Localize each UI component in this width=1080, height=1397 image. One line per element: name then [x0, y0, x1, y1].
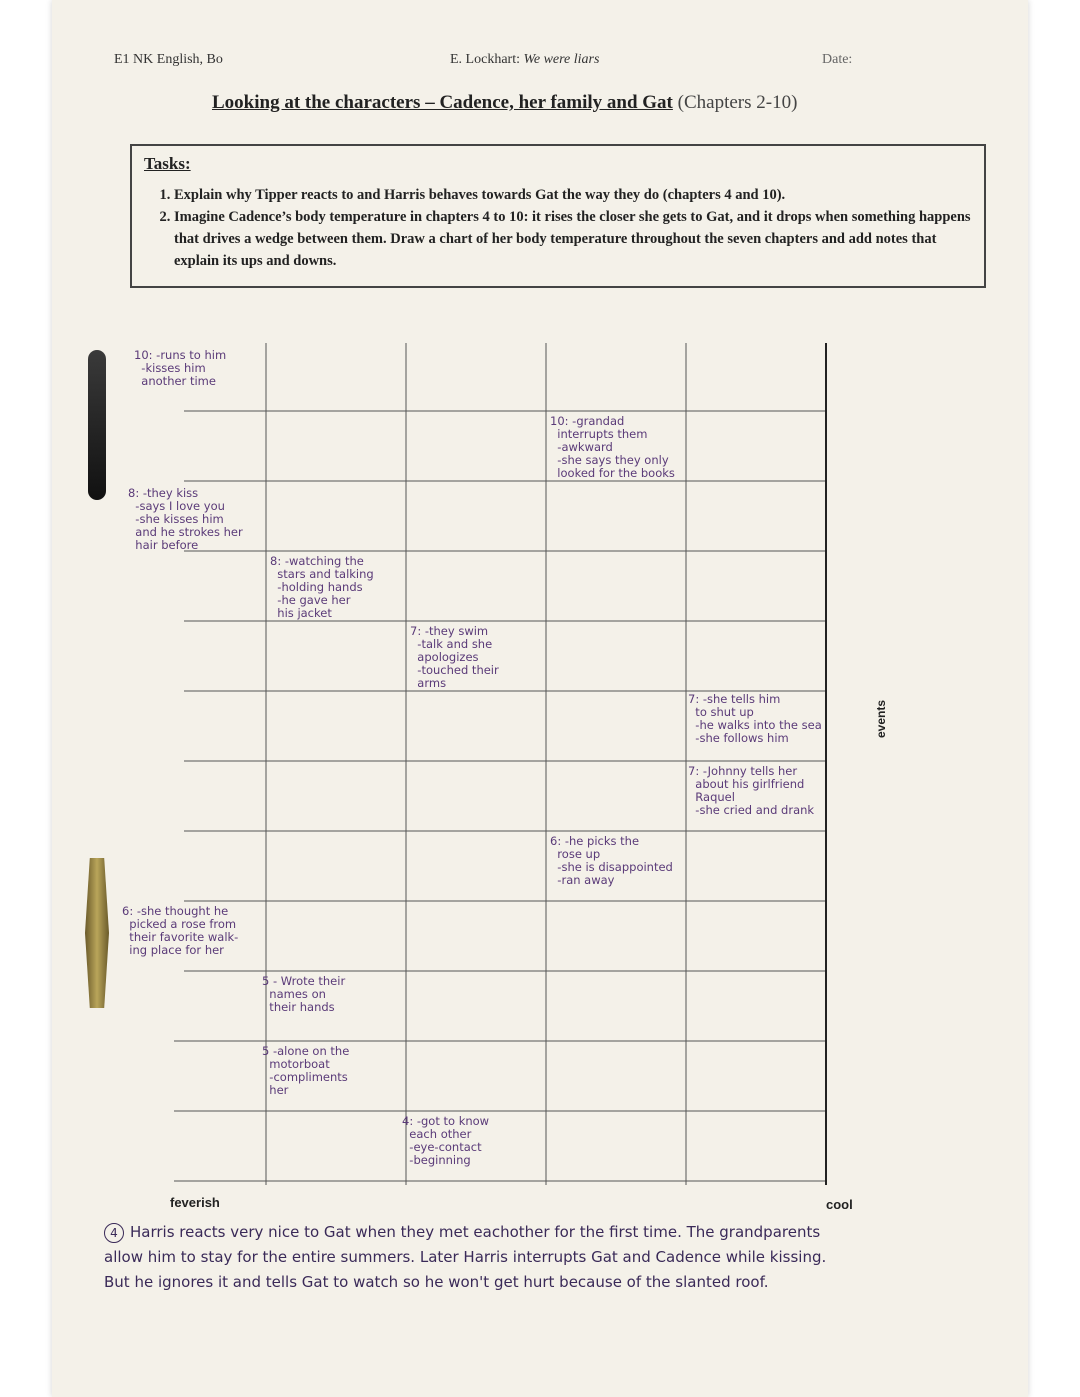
- chart-note: 10: -runs to him -kisses him another time: [134, 348, 227, 388]
- chart-note: 10: -grandad interrupts them -awkward -she says they only looked for the books: [550, 414, 675, 480]
- chart-note: 7: -she tells him to shut up -he walks into the sea -she follows him: [688, 692, 822, 745]
- temperature-chart: [114, 343, 888, 1185]
- tasks-list: [144, 184, 972, 272]
- axis-label-events: events: [874, 699, 888, 738]
- handwritten-answer: [104, 1220, 844, 1295]
- answer-number: 4: [104, 1223, 124, 1243]
- answer-text: Harris reacts very nice to Gat when they met eachother for the first time. The grandparents allow him to stay for the entire summers. Later Harris interrupts Gat and Cadence while kissing. But he ignores it and tells Gat to watch so he won't get hurt because of the slanted roof.: [104, 1223, 827, 1291]
- chart-note: 7: -they swim -talk and she apologizes -touched their arms: [410, 624, 499, 690]
- axis-label-feverish: feverish: [170, 1195, 220, 1210]
- chart-note: 8: -watching the stars and talking -holding hands -he gave her his jacket: [270, 554, 374, 620]
- worksheet-page: [52, 0, 1028, 1397]
- page-title-main: Looking at the characters – Cadence, her family and Gat: [212, 92, 673, 113]
- header-class: E1 NK English, Bo: [114, 52, 223, 67]
- tasks-box: [130, 144, 986, 288]
- task-item: 2. Imagine Cadence’s body temperature in chapters 4 to 10: it rises the closer she gets to Gat, and it drops when something happens that drives a wedge between them. Draw a chart of her body temperature throughout the seven chapters and add notes that explain its ups and downs.: [174, 206, 972, 272]
- header-book: [450, 52, 599, 68]
- binder-hole: [88, 350, 106, 500]
- chart-note: 4: -got to know each other -eye-contact -beginning: [402, 1114, 490, 1167]
- chart-note: 6: -he picks the rose up -she is disappointed -ran away: [550, 834, 673, 887]
- axis-label-cool: cool: [826, 1197, 853, 1212]
- chart-note: 7: -Johnny tells her about his girlfriend Raquel -she cried and drank: [688, 764, 815, 817]
- page-title-chapters: (Chapters 2-10): [677, 92, 798, 113]
- chart-note: 6: -she thought he picked a rose from their favorite walk- ing place for her: [122, 904, 239, 957]
- header-date: Date:: [822, 52, 853, 67]
- chart-note: 5 -alone on the motorboat -compliments her: [262, 1044, 350, 1097]
- page-title: [212, 92, 912, 114]
- chart-note: 5 - Wrote their names on their hands: [262, 974, 346, 1014]
- binder-tab: [85, 858, 109, 1008]
- tasks-heading: Tasks:: [144, 154, 191, 173]
- header-book-title: We were liars: [523, 52, 600, 67]
- task-item: 1. Explain why Tipper reacts to and Harris behaves towards Gat the way they do (chapters 4 and 10).: [174, 184, 972, 206]
- header-author: E. Lockhart:: [450, 52, 524, 67]
- chart-note: 8: -they kiss -says I love you -she kisses him and he strokes her hair before: [128, 486, 243, 552]
